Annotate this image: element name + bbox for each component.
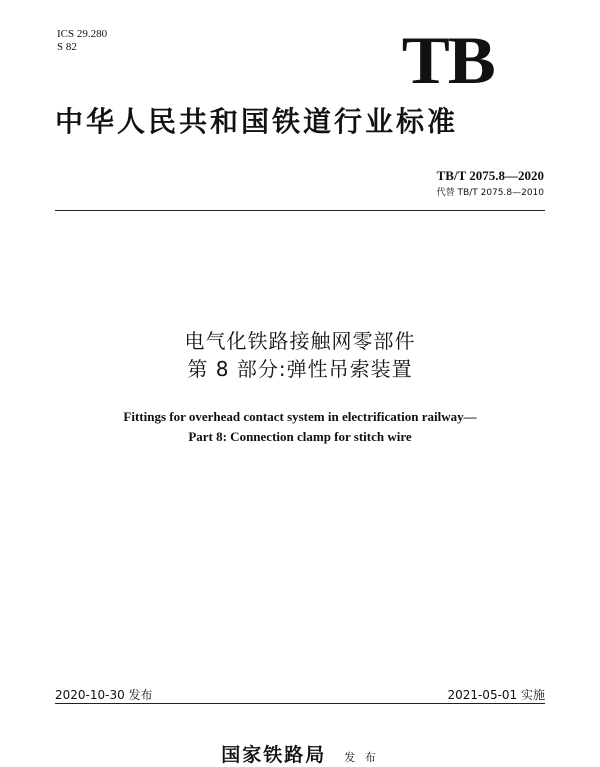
title-en-line1: Fittings for overhead contact system in electrification railway— xyxy=(123,409,477,424)
replaces-standard: 代替 TB/T 2075.8—2010 xyxy=(436,188,544,198)
title-cn-line2: 第 8 部分:弹性吊索装置 xyxy=(187,357,413,381)
publisher-name: 国家铁路局 xyxy=(221,744,327,766)
ics-code: ICS 29.280 xyxy=(57,28,108,40)
classification-block xyxy=(57,28,107,54)
standard-number: TB/T 2075.8—2020 xyxy=(436,168,544,183)
footer-divider xyxy=(55,703,545,704)
title-cn-line1: 电气化铁路接触网零部件 xyxy=(184,329,416,353)
publish-action: 发 布 xyxy=(344,751,379,764)
class-code: S 82 xyxy=(57,41,77,53)
issue-date: 2020-10-30 发布 xyxy=(55,688,153,702)
tb-logo: TB xyxy=(402,22,494,98)
implementation-date: 2021-05-01 实施 xyxy=(447,688,545,702)
publisher-line xyxy=(0,740,600,767)
header-divider xyxy=(55,210,545,211)
org-title: 中华人民共和国铁道行业标准 xyxy=(55,105,459,138)
title-en-line2: Part 8: Connection clamp for stitch wire xyxy=(188,429,412,444)
